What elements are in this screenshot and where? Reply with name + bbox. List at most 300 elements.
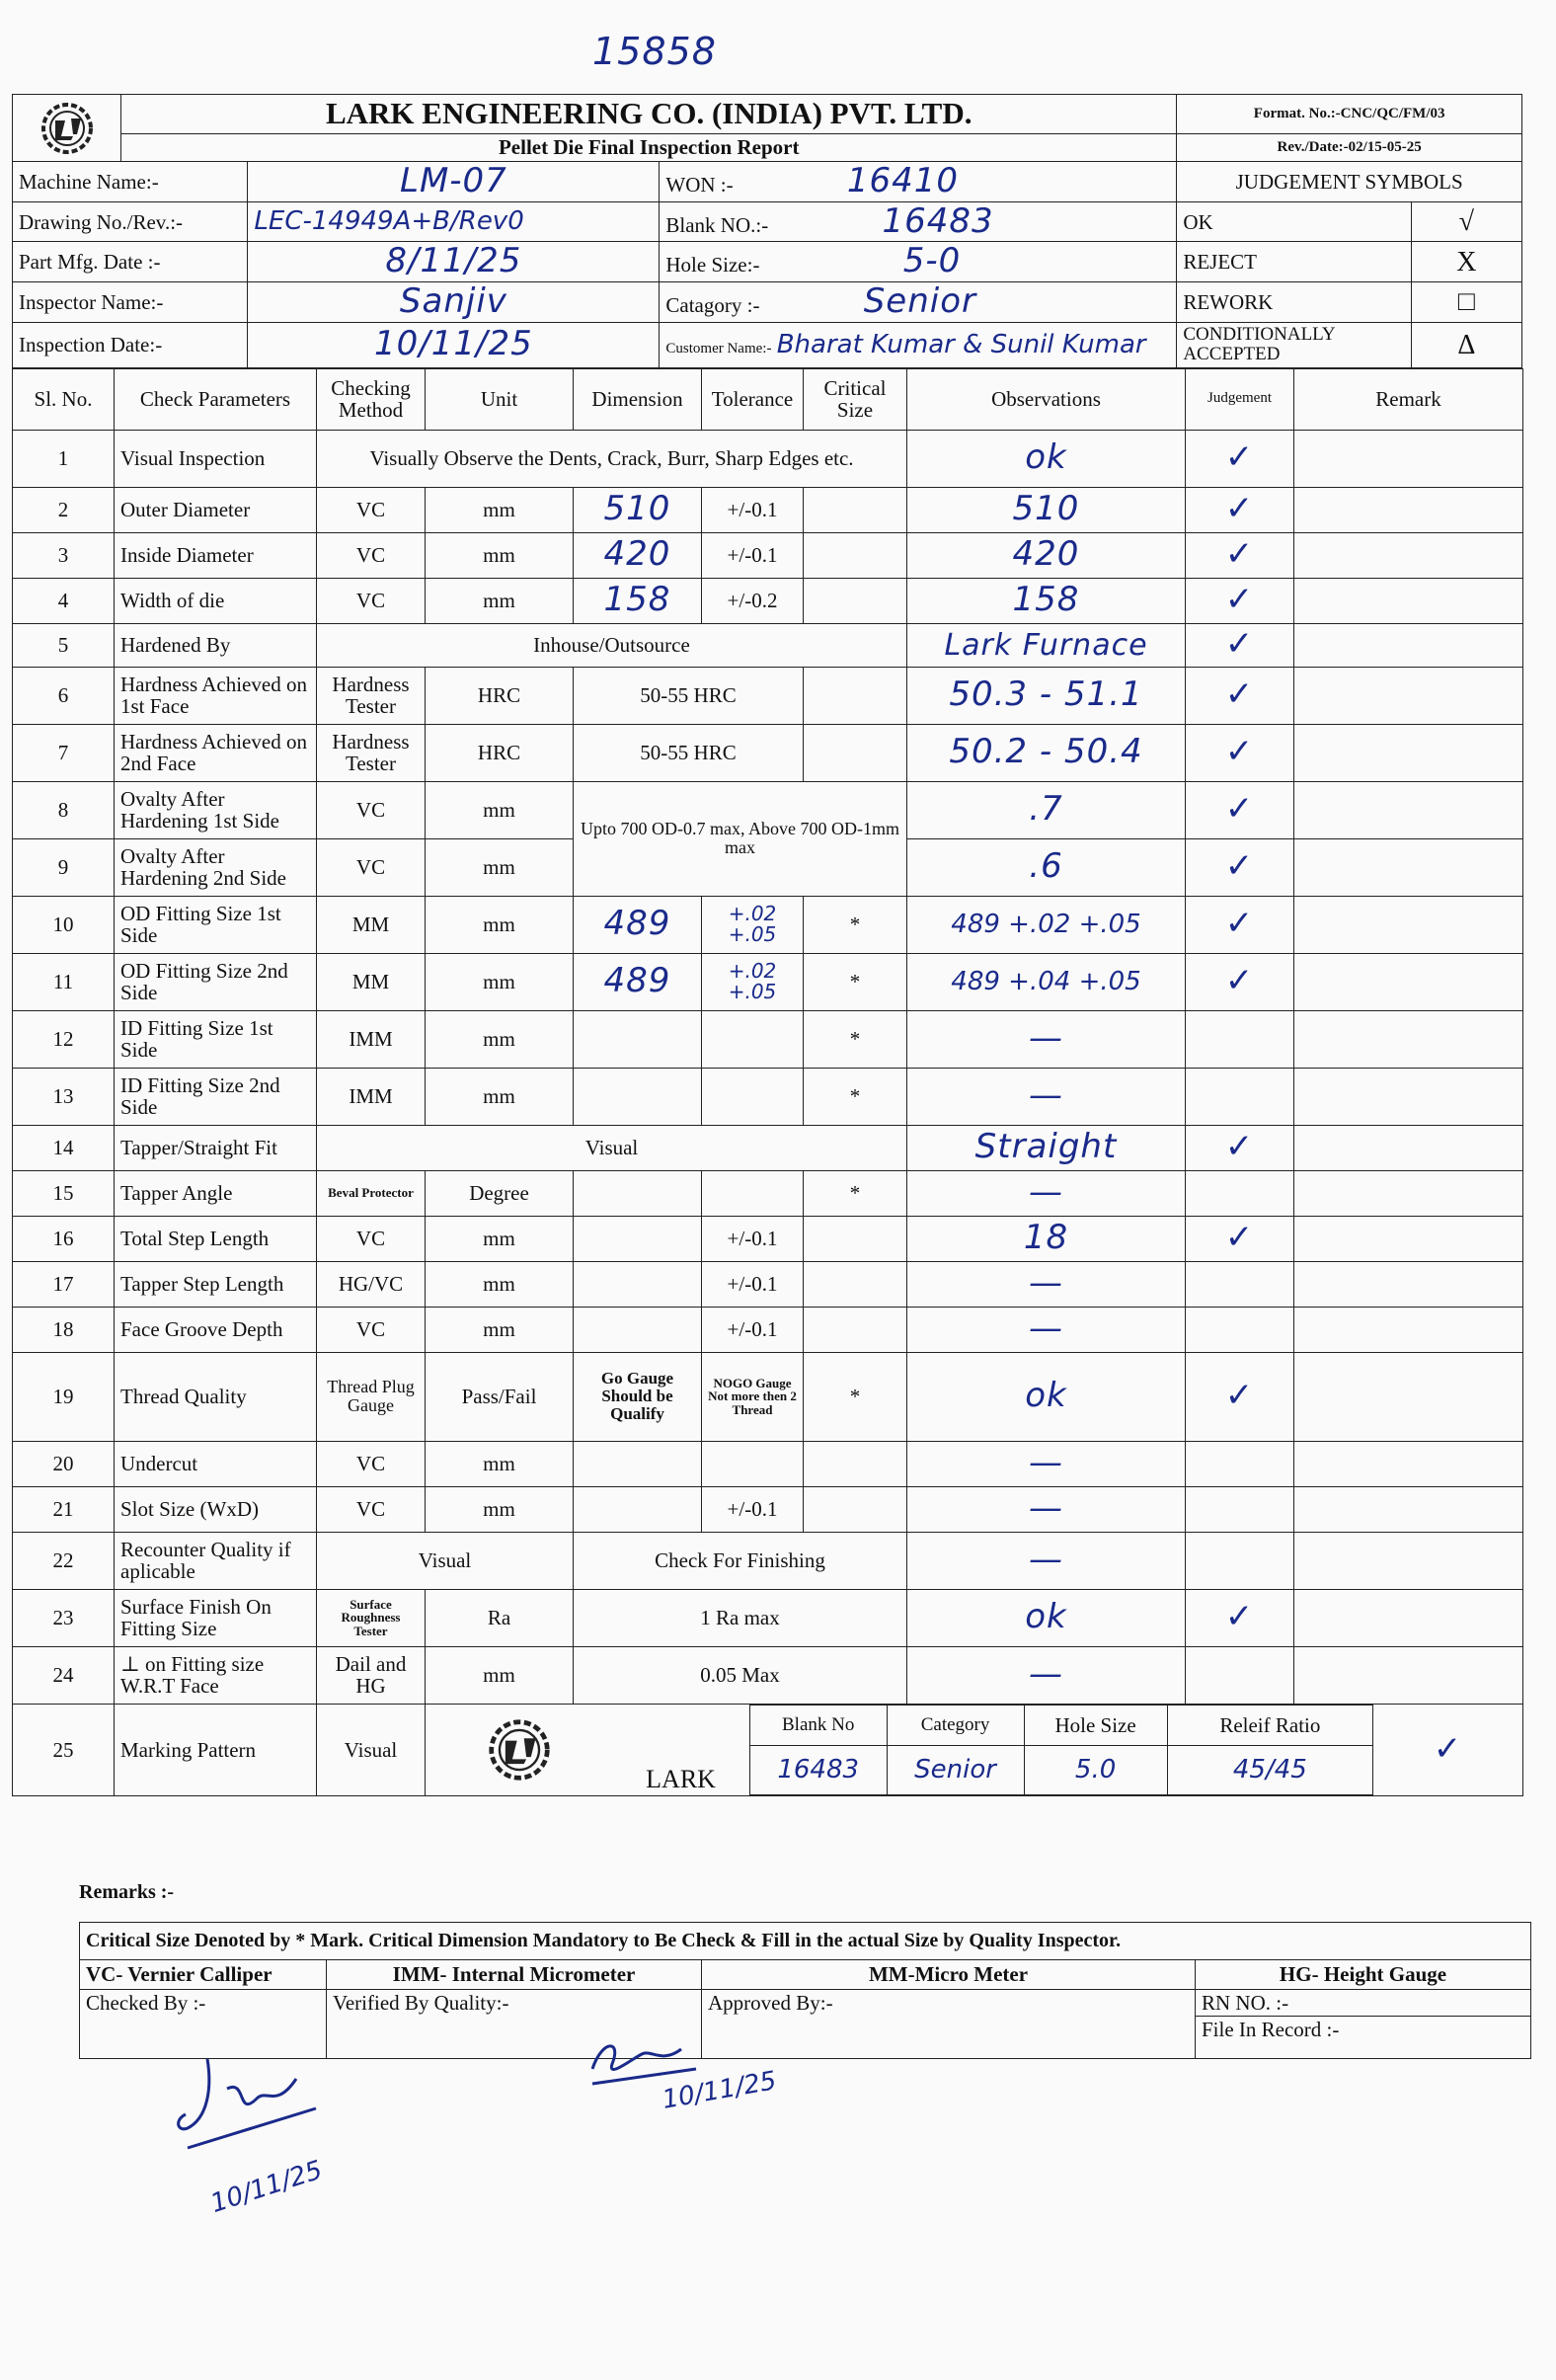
row-method: VC: [317, 578, 426, 623]
legend-mm: MM-Micro Meter: [702, 1960, 1196, 1990]
table-row: [13, 1486, 1523, 1532]
table-row: [13, 1646, 1523, 1704]
row-observation: Lark Furnace: [907, 623, 1186, 667]
critical-note: Critical Size Denoted by * Mark. Critical Dimension Mandatory to Be Check & Fill in the actual Size by Quality Inspector.: [80, 1923, 1531, 1960]
row-remark: [1294, 1125, 1523, 1170]
row-judgement: ✓: [1186, 667, 1294, 724]
marking-blank-value: 16483: [749, 1746, 887, 1795]
row-method: VC: [317, 487, 426, 532]
row-param: ⊥ on Fitting size W.R.T Face: [115, 1646, 317, 1704]
machine-name-label: Machine Name:-: [13, 162, 248, 202]
category-value: Senior: [863, 281, 976, 322]
row-tolerance: +.02 +.05: [702, 953, 804, 1010]
row-sl: 10: [13, 896, 115, 953]
row-remark: [1294, 1170, 1523, 1216]
footer-table: [79, 1922, 1531, 2059]
row-param: Ovalty After Hardening 2nd Side: [115, 838, 317, 896]
row-sl: 5: [13, 623, 115, 667]
row-judgement: [1186, 1441, 1294, 1486]
row-observation: —: [907, 1486, 1186, 1532]
row-remark: [1294, 578, 1523, 623]
row-sl: 14: [13, 1125, 115, 1170]
row-param: Total Step Length: [115, 1216, 317, 1261]
row-param: Hardness Achieved on 2nd Face: [115, 724, 317, 781]
table-row: [13, 953, 1523, 1010]
row-unit: mm: [426, 532, 574, 578]
row-judgement: ✓: [1186, 578, 1294, 623]
row-tolerance: [702, 1441, 804, 1486]
row-unit: mm: [426, 578, 574, 623]
row-dimension: 510: [574, 487, 702, 532]
checked-by-signature: [168, 2049, 385, 2227]
row-observation: .6: [907, 838, 1186, 896]
row-dimension: Go Gauge Should be Qualify: [574, 1352, 702, 1441]
row-param: Recounter Quality if aplicable: [115, 1532, 317, 1589]
row-judgement: [1186, 1068, 1294, 1125]
row-observation: 50.3 - 51.1: [907, 667, 1186, 724]
col-critical-size: Critical Size: [804, 368, 907, 430]
record-cell: [1196, 1990, 1531, 2059]
table-row: [13, 1216, 1523, 1261]
row-method: Beval Protector: [317, 1170, 426, 1216]
row-method: Thread Plug Gauge: [317, 1352, 426, 1441]
row-sl: 16: [13, 1216, 115, 1261]
row-critical: *: [804, 896, 907, 953]
row-sl: 6: [13, 667, 115, 724]
row-spec: 1 Ra max: [574, 1589, 907, 1646]
row-tolerance: +/-0.1: [702, 1307, 804, 1352]
row-critical: *: [804, 953, 907, 1010]
row-sl: 9: [13, 838, 115, 896]
table-row: [13, 781, 1523, 838]
row-sl: 7: [13, 724, 115, 781]
row-method: VC: [317, 1486, 426, 1532]
verified-by-date: 10/11/25: [660, 2066, 779, 2115]
row-judgement: [1186, 1170, 1294, 1216]
row-dimension: [574, 1261, 702, 1307]
row-tolerance: +/-0.1: [702, 532, 804, 578]
row-critical: [804, 578, 907, 623]
row-tolerance: +.02 +.05: [702, 896, 804, 953]
judgement-conditional-symbol: Δ: [1411, 322, 1521, 367]
row-judgement: ✓: [1186, 953, 1294, 1010]
table-row: [13, 532, 1523, 578]
row-param: Width of die: [115, 578, 317, 623]
won-field: [660, 162, 1177, 202]
row-param: Ovalty After Hardening 1st Side: [115, 781, 317, 838]
ovality-spec: Upto 700 OD-0.7 max, Above 700 OD-1mm max: [574, 781, 907, 896]
customer-label: Customer Name:-: [665, 340, 772, 357]
row-observation: —: [907, 1170, 1186, 1216]
row-observation: —: [907, 1646, 1186, 1704]
col-judgement: Judgement: [1186, 368, 1294, 430]
row-dimension: [574, 1068, 702, 1125]
row-remark: [1294, 1486, 1523, 1532]
row-unit: Pass/Fail: [426, 1352, 574, 1441]
row-param: Surface Finish On Fitting Size: [115, 1589, 317, 1646]
table-row: [13, 1068, 1523, 1125]
inspector-name-label: Inspector Name:-: [13, 282, 248, 323]
approved-by-label: Approved By:-: [702, 1990, 1196, 2059]
row-judgement: ✓: [1186, 896, 1294, 953]
table-row: [13, 1441, 1523, 1486]
col-dimension: Dimension: [574, 368, 702, 430]
row-spec: Visual: [317, 1532, 574, 1589]
row-judgement: ✓: [1186, 487, 1294, 532]
verified-by-label: Verified By Quality:-: [327, 1990, 702, 2059]
row-sl: 13: [13, 1068, 115, 1125]
col-remark: Remark: [1294, 368, 1523, 430]
company-logo: [13, 95, 121, 162]
row-tolerance: [702, 1170, 804, 1216]
row-sl: 19: [13, 1352, 115, 1441]
row-param: Hardness Achieved on 1st Face: [115, 667, 317, 724]
file-in-record-label: File In Record :-: [1202, 2018, 1340, 2042]
hole-size-label: Hole Size:-: [665, 253, 760, 278]
checked-by-date: 10/11/25: [206, 2155, 327, 2220]
row-sl: 8: [13, 781, 115, 838]
row-observation: 489 +.04 +.05: [907, 953, 1186, 1010]
row-observation: 50.2 - 50.4: [907, 724, 1186, 781]
row-method: VC: [317, 838, 426, 896]
judgement-rework-label: REWORK: [1177, 282, 1411, 323]
row-method: IMM: [317, 1068, 426, 1125]
hole-size-field: [660, 242, 1177, 282]
table-row: [13, 896, 1523, 953]
row-unit: HRC: [426, 667, 574, 724]
judgement-symbols-title: JUDGEMENT SYMBOLS: [1177, 162, 1522, 202]
row-observation: 489 +.02 +.05: [907, 896, 1186, 953]
row-observation: 18: [907, 1216, 1186, 1261]
row-sl: 3: [13, 532, 115, 578]
row-method: VC: [317, 1307, 426, 1352]
row-dimension: 158: [574, 578, 702, 623]
row-critical: [804, 1261, 907, 1307]
row-unit: mm: [426, 1307, 574, 1352]
row-judgement: [1186, 1646, 1294, 1704]
row-method: Hardness Tester: [317, 724, 426, 781]
row-critical: [804, 532, 907, 578]
row-remark: [1294, 623, 1523, 667]
col-observations: Observations: [907, 368, 1186, 430]
drawing-no-value: LEC-14949A+B/Rev0: [248, 201, 660, 242]
table-row: [13, 1261, 1523, 1307]
hole-size-value: 5-0: [902, 241, 962, 281]
row-spec: 50-55 HRC: [574, 667, 804, 724]
row-sl: 2: [13, 487, 115, 532]
row-sl: 4: [13, 578, 115, 623]
category-label: Catagory :-: [665, 293, 760, 318]
table-row: [13, 623, 1523, 667]
legend-vc: VC- Vernier Calliper: [80, 1960, 327, 1990]
row-method: Visual: [317, 1704, 426, 1795]
judgement-rework-symbol: □: [1411, 282, 1521, 323]
row-judgement: ✓: [1186, 1352, 1294, 1441]
marking-pattern-table: [426, 1705, 1522, 1795]
row-critical: [804, 1441, 907, 1486]
row-tolerance: +/-0.1: [702, 1486, 804, 1532]
row-param: Tapper/Straight Fit: [115, 1125, 317, 1170]
col-tolerance: Tolerance: [702, 368, 804, 430]
row-unit: mm: [426, 1646, 574, 1704]
row-judgement: ✓: [1186, 781, 1294, 838]
marking-hole-value: 5.0: [1024, 1746, 1167, 1795]
row-unit: mm: [426, 1486, 574, 1532]
part-mfg-date-label: Part Mfg. Date :-: [13, 242, 248, 282]
row-observation: .7: [907, 781, 1186, 838]
document-number: 15858: [592, 30, 717, 73]
row-sl: 15: [13, 1170, 115, 1216]
inspection-date-value: 10/11/25: [248, 322, 660, 367]
row-remark: [1294, 1646, 1523, 1704]
checked-by-label: Checked By :-: [80, 1990, 327, 2059]
row-remark: [1294, 1216, 1523, 1261]
row-sl: 25: [13, 1704, 115, 1795]
row-remark: [1294, 724, 1523, 781]
table-row: [13, 1352, 1523, 1441]
judgement-conditional-label: CONDITIONALLY ACCEPTED: [1177, 322, 1411, 367]
row-unit: mm: [426, 838, 574, 896]
row-judgement: ✓: [1186, 532, 1294, 578]
table-row: [13, 1170, 1523, 1216]
part-mfg-date-value: 8/11/25: [248, 242, 660, 282]
rn-no-label: RN NO. :-: [1196, 1990, 1530, 2017]
judgement-reject-label: REJECT: [1177, 242, 1411, 282]
row-remark: [1294, 1068, 1523, 1125]
row-tolerance: +/-0.1: [702, 1216, 804, 1261]
row-critical: [804, 724, 907, 781]
row-remark: [1294, 1352, 1523, 1441]
row-sl: 17: [13, 1261, 115, 1307]
row-observation: —: [907, 1261, 1186, 1307]
row-param: Undercut: [115, 1441, 317, 1486]
row-tolerance: +/-0.1: [702, 1261, 804, 1307]
row-critical: *: [804, 1352, 907, 1441]
row-method: HG/VC: [317, 1261, 426, 1307]
row-unit: mm: [426, 1068, 574, 1125]
row-remark: [1294, 896, 1523, 953]
row-critical: [804, 1486, 907, 1532]
row-method: IMM: [317, 1010, 426, 1068]
row-param: Tapper Step Length: [115, 1261, 317, 1307]
row-unit: mm: [426, 953, 574, 1010]
row-critical: [804, 487, 907, 532]
blank-no-label: Blank NO.:-: [665, 212, 769, 237]
table-row: [13, 578, 1523, 623]
row-sl: 22: [13, 1532, 115, 1589]
inspection-report: [12, 94, 1522, 1796]
gear-logo-icon: [28, 101, 107, 156]
marking-lark-text: LARK: [646, 1764, 716, 1793]
row-sl: 12: [13, 1010, 115, 1068]
row-sl: 24: [13, 1646, 115, 1704]
row-observation: 158: [907, 578, 1186, 623]
table-row: [13, 430, 1523, 487]
won-value: 16410: [846, 161, 960, 200]
row-observation: ok: [907, 430, 1186, 487]
row-param: Outer Diameter: [115, 487, 317, 532]
row-judgement: [1186, 1261, 1294, 1307]
signature-icon: [168, 2049, 326, 2158]
row-remark: [1294, 953, 1523, 1010]
row-sl: 11: [13, 953, 115, 1010]
row-unit: mm: [426, 1216, 574, 1261]
row-param: OD Fitting Size 1st Side: [115, 896, 317, 953]
row-observation: ok: [907, 1352, 1186, 1441]
row-judgement: ✓: [1433, 1728, 1463, 1769]
row-remark: [1294, 781, 1523, 838]
row-remark: [1294, 532, 1523, 578]
row-dimension: [574, 1441, 702, 1486]
row-param: OD Fitting Size 2nd Side: [115, 953, 317, 1010]
row-method: MM: [317, 896, 426, 953]
marking-category-value: Senior: [887, 1746, 1024, 1795]
revision-date: Rev./Date:-02/15-05-25: [1177, 134, 1522, 162]
row-dimension: 489: [574, 896, 702, 953]
row-spec: Inhouse/Outsource: [317, 623, 907, 667]
table-row: [13, 1010, 1523, 1068]
customer-field: [660, 322, 1177, 367]
row-remark: [1294, 487, 1523, 532]
row-param: ID Fitting Size 1st Side: [115, 1010, 317, 1068]
column-header-row: [13, 368, 1523, 430]
signature-icon: [583, 2029, 701, 2089]
row-dimension: 420: [574, 532, 702, 578]
row-param: ID Fitting Size 2nd Side: [115, 1068, 317, 1125]
row-tolerance: +/-0.1: [702, 487, 804, 532]
row-judgement: [1186, 1486, 1294, 1532]
row-observation: —: [907, 1010, 1186, 1068]
row-judgement: [1186, 1010, 1294, 1068]
marking-relief-value: 45/45: [1167, 1746, 1372, 1795]
won-label: WON :-: [665, 173, 734, 197]
marking-hole-header: Hole Size: [1024, 1705, 1167, 1745]
row-remark: [1294, 838, 1523, 896]
marking-logo: [426, 1705, 612, 1794]
row-sl: 21: [13, 1486, 115, 1532]
row-method: VC: [317, 1441, 426, 1486]
judgement-reject-symbol: X: [1411, 242, 1521, 282]
row-observation: ok: [907, 1589, 1186, 1646]
row-param: Slot Size (WxD): [115, 1486, 317, 1532]
row-param: Tapper Angle: [115, 1170, 317, 1216]
report-title: Pellet Die Final Inspection Report: [121, 134, 1177, 162]
row-observation: —: [907, 1068, 1186, 1125]
drawing-no-label: Drawing No./Rev.:-: [13, 201, 248, 242]
row-dimension: [574, 1216, 702, 1261]
row-critical: *: [804, 1170, 907, 1216]
row-observation: 420: [907, 532, 1186, 578]
row-critical: [804, 1307, 907, 1352]
table-row: [13, 1589, 1523, 1646]
row-sl: 1: [13, 430, 115, 487]
row-dimension: [574, 1307, 702, 1352]
col-unit: Unit: [426, 368, 574, 430]
row-remark: [1294, 1441, 1523, 1486]
marking-pattern-cell: [426, 1704, 1523, 1795]
row-tolerance: +/-0.2: [702, 578, 804, 623]
row-method: Surface Roughness Tester: [317, 1589, 426, 1646]
inspector-name-value: Sanjiv: [248, 282, 660, 323]
marking-blank-header: Blank No: [749, 1705, 887, 1745]
row-spec: 50-55 HRC: [574, 724, 804, 781]
row-judgement: [1186, 1307, 1294, 1352]
row-sl: 20: [13, 1441, 115, 1486]
marking-category-header: Category: [887, 1705, 1024, 1745]
table-row: [13, 667, 1523, 724]
row-remark: [1294, 1261, 1523, 1307]
row-method: VC: [317, 781, 426, 838]
row-method: VC: [317, 1216, 426, 1261]
row-observation: Straight: [907, 1125, 1186, 1170]
row-param: Thread Quality: [115, 1352, 317, 1441]
table-row: [13, 1125, 1523, 1170]
header-table: [12, 94, 1522, 368]
row-critical: *: [804, 1068, 907, 1125]
row-judgement: ✓: [1186, 430, 1294, 487]
company-name: LARK ENGINEERING CO. (INDIA) PVT. LTD.: [121, 95, 1177, 134]
row-unit: mm: [426, 487, 574, 532]
row-judgement: ✓: [1186, 1589, 1294, 1646]
row-unit: mm: [426, 1261, 574, 1307]
row-method: MM: [317, 953, 426, 1010]
row-remark: [1294, 430, 1523, 487]
verified-by-signature: [583, 2029, 800, 2138]
row-observation: —: [907, 1441, 1186, 1486]
row-param: Hardened By: [115, 623, 317, 667]
row-critical: *: [804, 1010, 907, 1068]
row-tolerance: [702, 1068, 804, 1125]
row-unit: HRC: [426, 724, 574, 781]
row-param: Inside Diameter: [115, 532, 317, 578]
row-observation: —: [907, 1532, 1186, 1589]
row-critical: [804, 1216, 907, 1261]
row-spec: 0.05 Max: [574, 1646, 907, 1704]
row-tolerance: [702, 1010, 804, 1068]
row-remark: [1294, 667, 1523, 724]
marking-relief-header: Releif Ratio: [1167, 1705, 1372, 1745]
row-param: Marking Pattern: [115, 1704, 317, 1795]
row-unit: mm: [426, 1441, 574, 1486]
row-critical: [804, 667, 907, 724]
row-spec: Visual: [317, 1125, 907, 1170]
row-unit: Degree: [426, 1170, 574, 1216]
row-unit: mm: [426, 781, 574, 838]
row-param: Face Groove Depth: [115, 1307, 317, 1352]
footer: [79, 1881, 1530, 2059]
legend-hg: HG- Height Gauge: [1196, 1960, 1531, 1990]
row-judgement: ✓: [1186, 1216, 1294, 1261]
row-spec: Visually Observe the Dents, Crack, Burr, Sharp Edges etc.: [317, 430, 907, 487]
judgement-ok-symbol: √: [1411, 201, 1521, 242]
remarks-label: Remarks :-: [79, 1881, 175, 1903]
table-row: [13, 1704, 1523, 1795]
table-row: [13, 487, 1523, 532]
row-remark: [1294, 1532, 1523, 1589]
row-method: Dail and HG: [317, 1646, 426, 1704]
row-dimension: [574, 1170, 702, 1216]
row-remark: [1294, 1010, 1523, 1068]
col-check-parameters: Check Parameters: [115, 368, 317, 430]
row-dimension: 489: [574, 953, 702, 1010]
row-remark: [1294, 1589, 1523, 1646]
table-row: [13, 1532, 1523, 1589]
table-row: [13, 1307, 1523, 1352]
table-row: [13, 724, 1523, 781]
row-judgement: ✓: [1186, 1125, 1294, 1170]
row-param: Visual Inspection: [115, 430, 317, 487]
machine-name-value: LM-07: [248, 162, 660, 202]
